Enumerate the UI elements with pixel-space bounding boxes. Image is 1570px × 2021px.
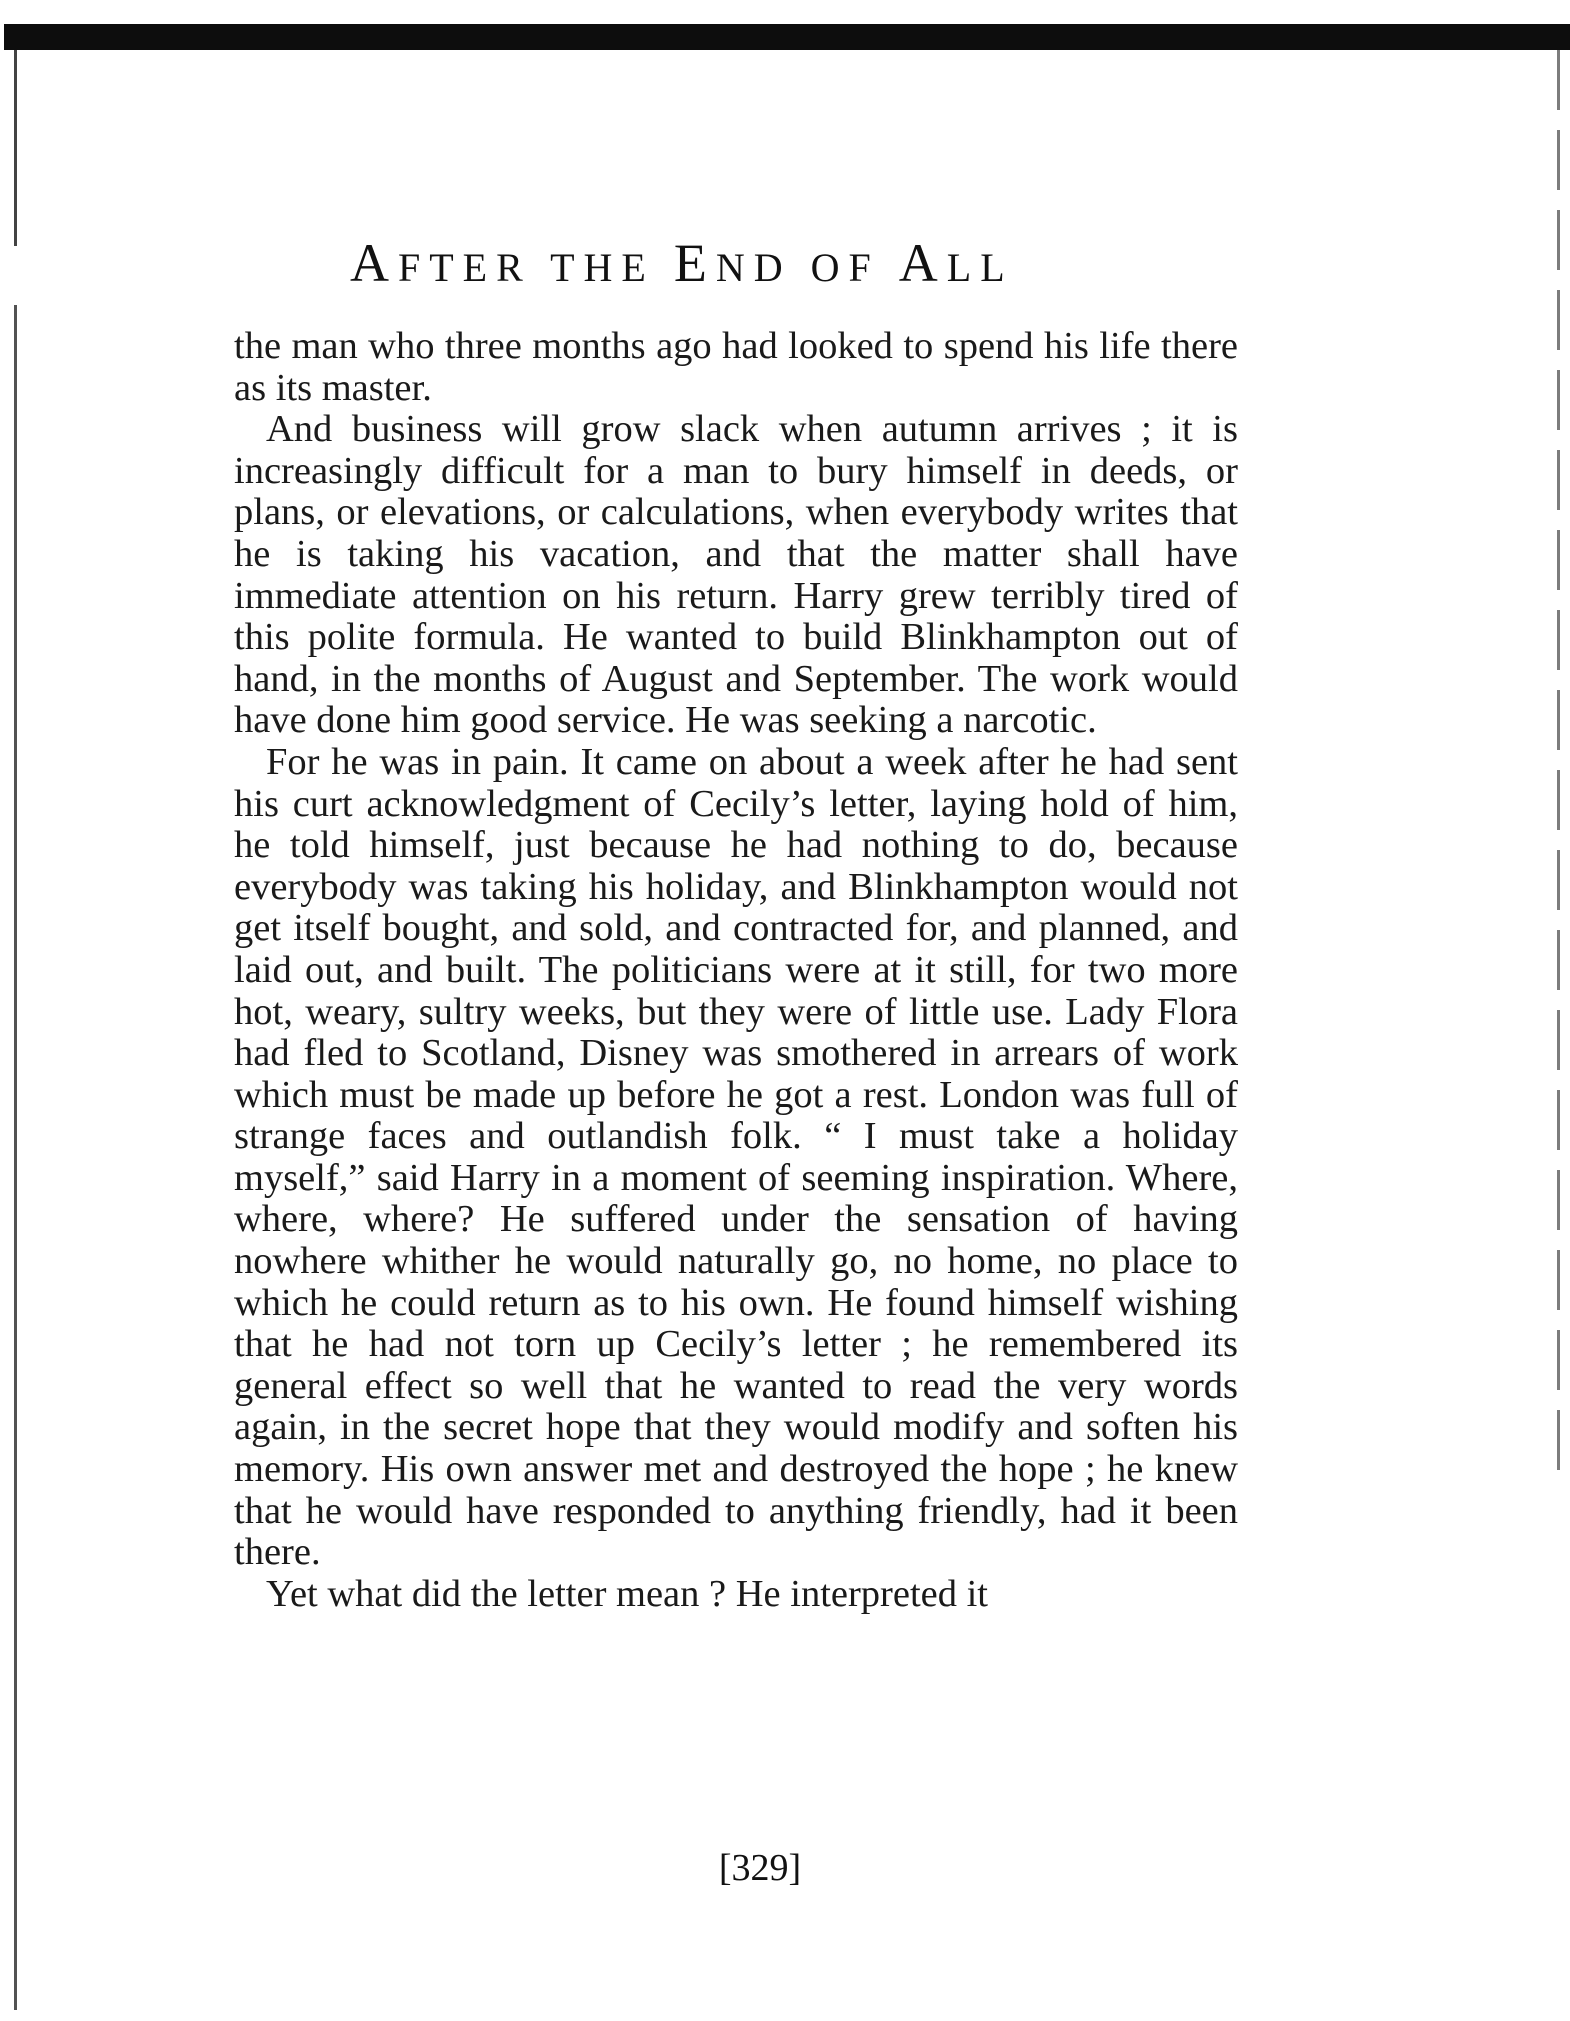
page-left-edge <box>14 50 17 2010</box>
paragraph: And business will grow slack when autumn arrives ; it is increasingly difficult for a man to bury himself in deeds, or plans, or elevations, or calculations, when everybody writes that he is taking his vacation, and that the matter shall have immediate attention on his return. Harry grew terribly tired of this polite formula. He wanted to build Blinkhampton out of hand, in the months of August and September. The work would have done him good service. He was seeking a narcotic. <box>234 408 1238 742</box>
paragraph: Yet what did the letter mean ? He interpreted it <box>266 1572 989 1615</box>
running-head: AFTER THE END OF ALL <box>350 233 1014 293</box>
body-text <box>234 326 1238 1615</box>
paragraph: For he was in pain. It came on about a week after he had sent his curt acknowledgment of Cecily’s letter, laying hold of him, he told himself, just because he had nothing to do, because everybody was taking his holiday, and Blinkhampton would not get itself bought, and sold, and contracted for, and planned, and laid out, and built. The politicians were at it still, for two more hot, weary, sultry weeks, but they were of little use. Lady Flora had fled to Scotland, Disney was smothered in arrears of work which must be made up before he got a rest. London was full of strange faces and outlandish folk. “ I must take a holiday myself,” said Harry in a moment of seeming inspiration. Where, where, where? He suffered under the sensation of having nowhere whither he would naturally go, no home, no place to which he could return as to his own. He found himself wishing that he had not torn up Cecily’s letter ; he remembered its general effect so well that he wanted to read the very words again, in the secret hope that they would modify and soften his memory. His own answer met and destroyed the hope ; he knew that he would have responded to anything friendly, had it been there. <box>234 740 1238 1574</box>
page-top-edge <box>4 24 1570 50</box>
page-number: [329] <box>718 1847 802 1889</box>
paragraph-continued: the man who three months ago had looked to spend his life there as its master. <box>234 325 1238 409</box>
page-right-edge <box>1557 50 1560 1470</box>
